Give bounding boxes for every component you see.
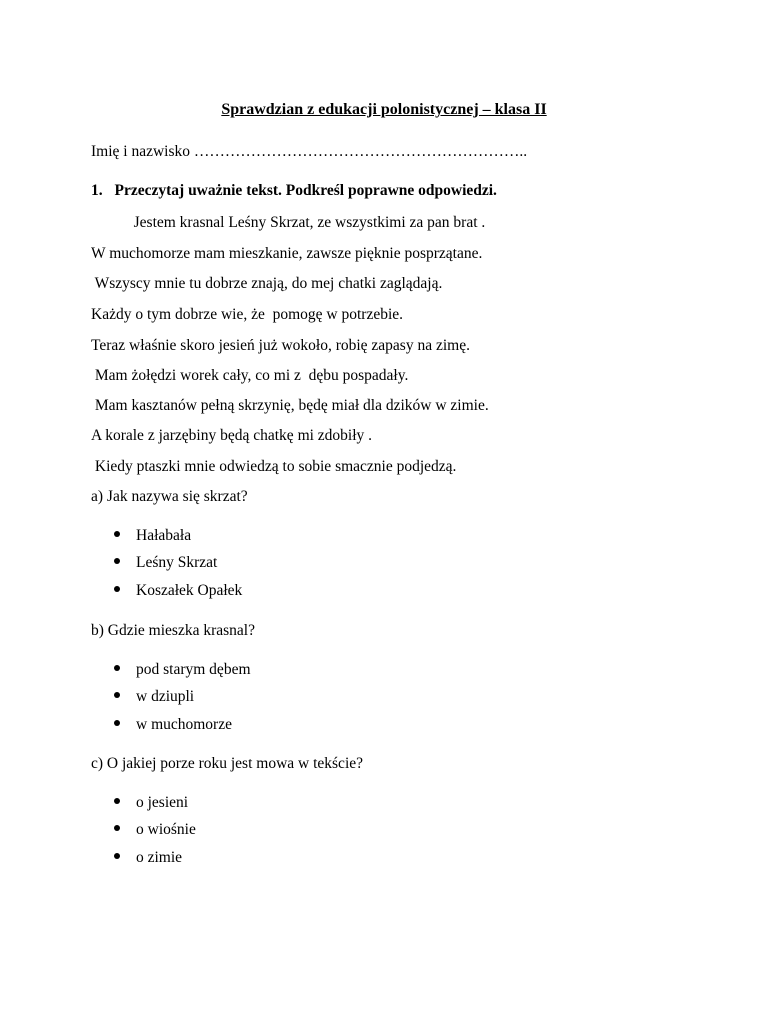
task-instruction [91,182,497,200]
task-number: 1. [91,182,103,199]
answer-option-label: Leśny Skrzat [136,554,218,571]
question-b: b) Gdzie mieszka krasnal? [91,622,255,639]
page-title: Sprawdzian z edukacji polonistycznej – klasa II [221,101,547,118]
answer-option-label: Koszałek Opałek [136,582,243,599]
name-field-line: Imię i nazwisko ……………………………………………………….. [91,143,528,160]
answer-option-label: o jesieni [136,794,189,811]
bullet-icon [114,853,120,859]
answer-option[interactable] [114,688,194,706]
answer-option[interactable] [114,527,191,545]
poem-line: Każdy o tym dobrze wie, że pomogę w potrzebie. [91,306,404,323]
poem-line: Jestem krasnal Leśny Skrzat, ze wszystkimi za pan brat . [91,214,486,231]
bullet-icon [114,692,120,698]
bullet-icon [114,586,120,592]
answer-option[interactable] [114,661,251,679]
question-c: c) O jakiej porze roku jest mowa w tekście? [91,755,364,772]
answer-option[interactable] [114,582,242,600]
bullet-icon [114,825,120,831]
bullet-icon [114,798,120,804]
bullet-icon [114,665,120,671]
answer-option-label: o zimie [136,849,183,866]
answer-option-label: pod starym dębem [136,661,251,678]
poem-line: Wszyscy mnie tu dobrze znają, do mej chatki zaglądają. [91,275,443,292]
answer-option[interactable] [114,821,196,839]
answer-option[interactable] [114,716,232,734]
poem-line: W muchomorze mam mieszkanie, zawsze pięknie posprzątane. [91,245,483,262]
poem-line: Kiedy ptaszki mnie odwiedzą to sobie smacznie podjedzą. [91,458,457,475]
answer-option[interactable] [114,849,182,867]
poem-line: A korale z jarzębiny będą chatkę mi zdobiły . [91,427,373,444]
answer-option-label: w muchomorze [136,716,232,733]
bullet-icon [114,558,120,564]
answer-option[interactable] [114,554,217,572]
answer-option-label: w dziupli [136,688,195,705]
answer-option[interactable] [114,794,188,812]
task-text: Przeczytaj uważnie tekst. Podkreśl poprawne odpowiedzi. [114,182,497,199]
bullet-icon [114,531,120,537]
answer-option-label: Hałabała [136,527,192,544]
answer-option-label: o wiośnie [136,821,196,838]
poem-line: Mam żołędzi worek cały, co mi z dębu pospadały. [91,367,409,384]
question-a: a) Jak nazywa się skrzat? [91,488,248,505]
bullet-icon [114,720,120,726]
poem-line: Mam kasztanów pełną skrzynię, będę miał dla dzików w zimie. [91,397,489,414]
poem-line: Teraz właśnie skoro jesień już wokoło, robię zapasy na zimę. [91,337,470,354]
